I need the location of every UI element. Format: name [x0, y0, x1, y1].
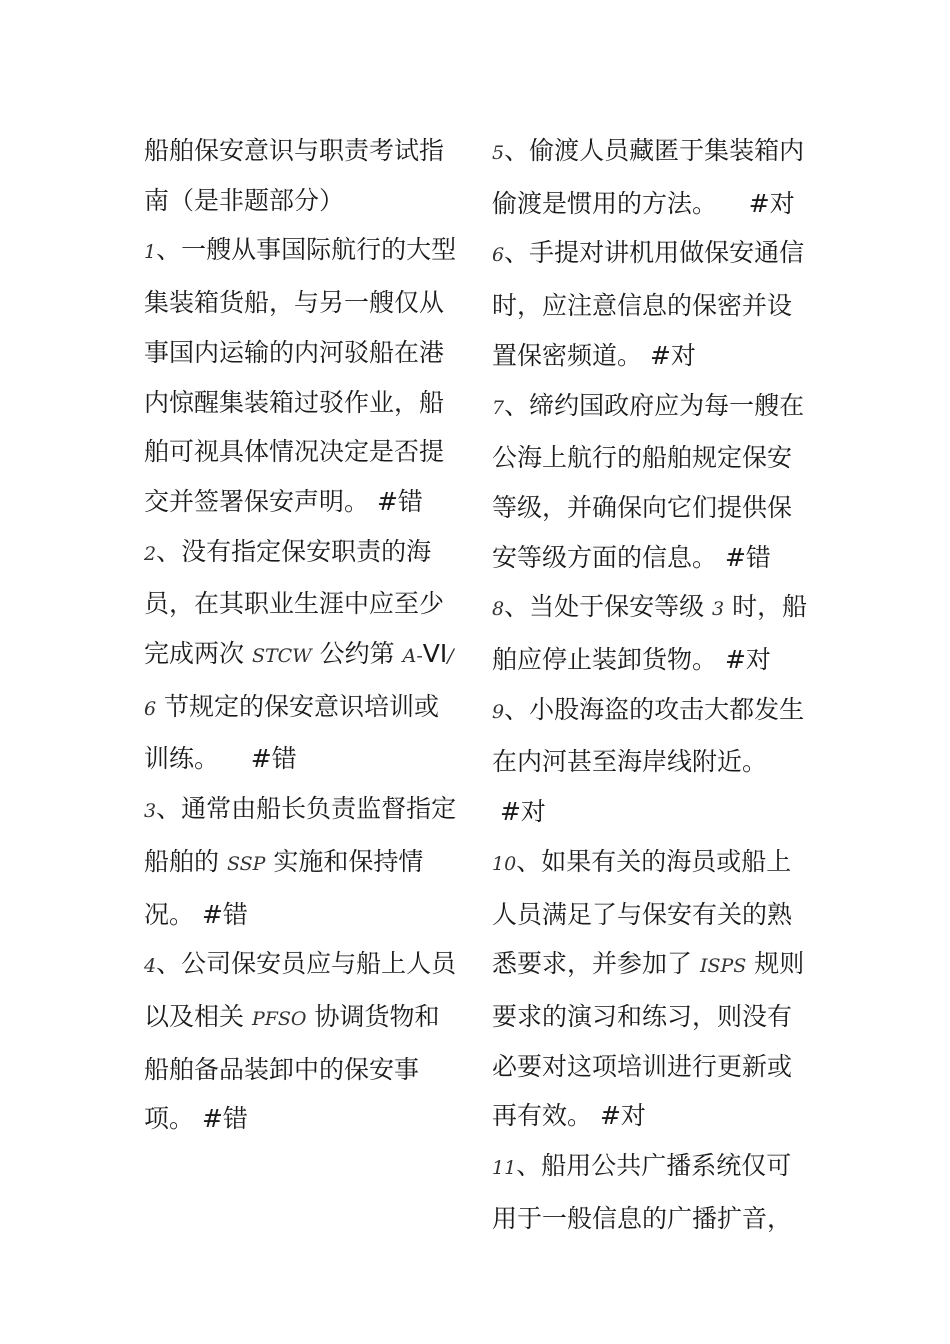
answer-mark: #错 — [369, 486, 423, 516]
question-number: 2 — [144, 542, 157, 565]
question-item — [492, 837, 810, 1141]
question-text: 、手提对讲机用做保安通信时，应注意信息的保密并设置保密频道。 — [492, 238, 805, 370]
question-item — [144, 939, 462, 1144]
question-text: 、通常由船长负责监督指定船舶的 — [144, 794, 457, 876]
question-text: 、船用公共广播系统仅可用于一般信息的广播扩音， — [492, 1151, 793, 1233]
question-text: 节规定的保安意识培训或训练。 — [144, 691, 440, 774]
answer-mark: #对 — [492, 797, 546, 827]
question-number: 1 — [144, 241, 157, 264]
question-number: 4 — [144, 955, 157, 978]
question-number: 9 — [492, 700, 505, 723]
question-text: 公约第 — [311, 639, 403, 669]
question-item — [144, 784, 462, 939]
latin-term: A- — [402, 645, 423, 668]
question-text: 协调货物和船舶备品装卸中的保安事项。 — [144, 1001, 440, 1134]
question-text: 、公司保安员应与船上人员以及相关 — [144, 949, 457, 1031]
question-text: 、小股海盗的攻击大都发生在内河甚至海岸线附近。 — [492, 694, 805, 777]
document-title: 船舶保安意识与职责考试指南（是非题部分） — [144, 136, 445, 215]
question-number: 8 — [492, 598, 505, 621]
question-list-left — [144, 225, 462, 1144]
answer-mark: #对 — [717, 645, 771, 675]
question-item — [492, 685, 810, 837]
latin-term: 3 — [712, 598, 725, 621]
question-text: 、一艘从事国际航行的大型集装箱货船，与另一艘仅从事国内运输的内河驳船在港内惊醒集装箱过驳作业，船舶可视具体情况决定是否提交并签署保安声明。 — [144, 235, 457, 516]
answer-mark: #对 — [592, 1101, 646, 1131]
question-text: 、当处于保安等级 — [504, 592, 713, 622]
question-item — [492, 1141, 810, 1243]
question-text: 、缔约国政府应为每一艘在公海上航行的船舶规定保安等级，并确保向它们提供保安等级方面的信息。 — [492, 390, 805, 572]
question-list-right — [492, 126, 810, 1243]
question-number: 6 — [492, 244, 505, 267]
left-column — [144, 126, 462, 1144]
answer-mark: #对 — [642, 340, 696, 370]
answer-mark: #错 — [219, 744, 297, 774]
question-text: 、如果有关的海员或船上人员满足了与保安有关的熟悉要求，并参加了 — [492, 846, 793, 979]
answer-mark: #对 — [717, 188, 795, 218]
question-text: 、没有指定保安职责的海员，在其职业生涯中应至少完成两次 — [144, 536, 445, 669]
question-number: 10 — [492, 852, 517, 875]
answer-mark: #错 — [194, 899, 248, 929]
question-item — [492, 381, 810, 583]
right-column — [492, 126, 810, 1243]
question-text: 实施和保持情况。 — [144, 846, 424, 929]
question-item — [144, 527, 462, 785]
question-item — [492, 126, 810, 228]
question-number: 11 — [492, 1157, 517, 1180]
latin-term: PFSO — [251, 1007, 307, 1030]
answer-mark: #错 — [717, 542, 771, 572]
answer-mark: #错 — [194, 1104, 248, 1134]
question-item — [144, 225, 462, 526]
question-item — [492, 582, 810, 684]
question-text: 、偷渡人员藏匿于集装箱内偷渡是惯用的方法。 — [492, 136, 805, 218]
question-number: 5 — [492, 142, 505, 164]
latin-term: /6 — [144, 645, 454, 720]
question-number: 3 — [144, 800, 157, 823]
question-text: 时，船舶应停止装卸货物。 — [492, 592, 808, 675]
latin-term: SSP — [226, 852, 266, 875]
latin-term: STCW — [251, 645, 312, 668]
question-item — [492, 228, 810, 380]
question-number: 7 — [492, 396, 505, 419]
question-text: VI — [422, 639, 448, 669]
question-text: 规则要求的演习和练习，则没有必要对这项培训进行更新或再有效。 — [492, 949, 805, 1131]
latin-term: ISPS — [699, 955, 747, 978]
